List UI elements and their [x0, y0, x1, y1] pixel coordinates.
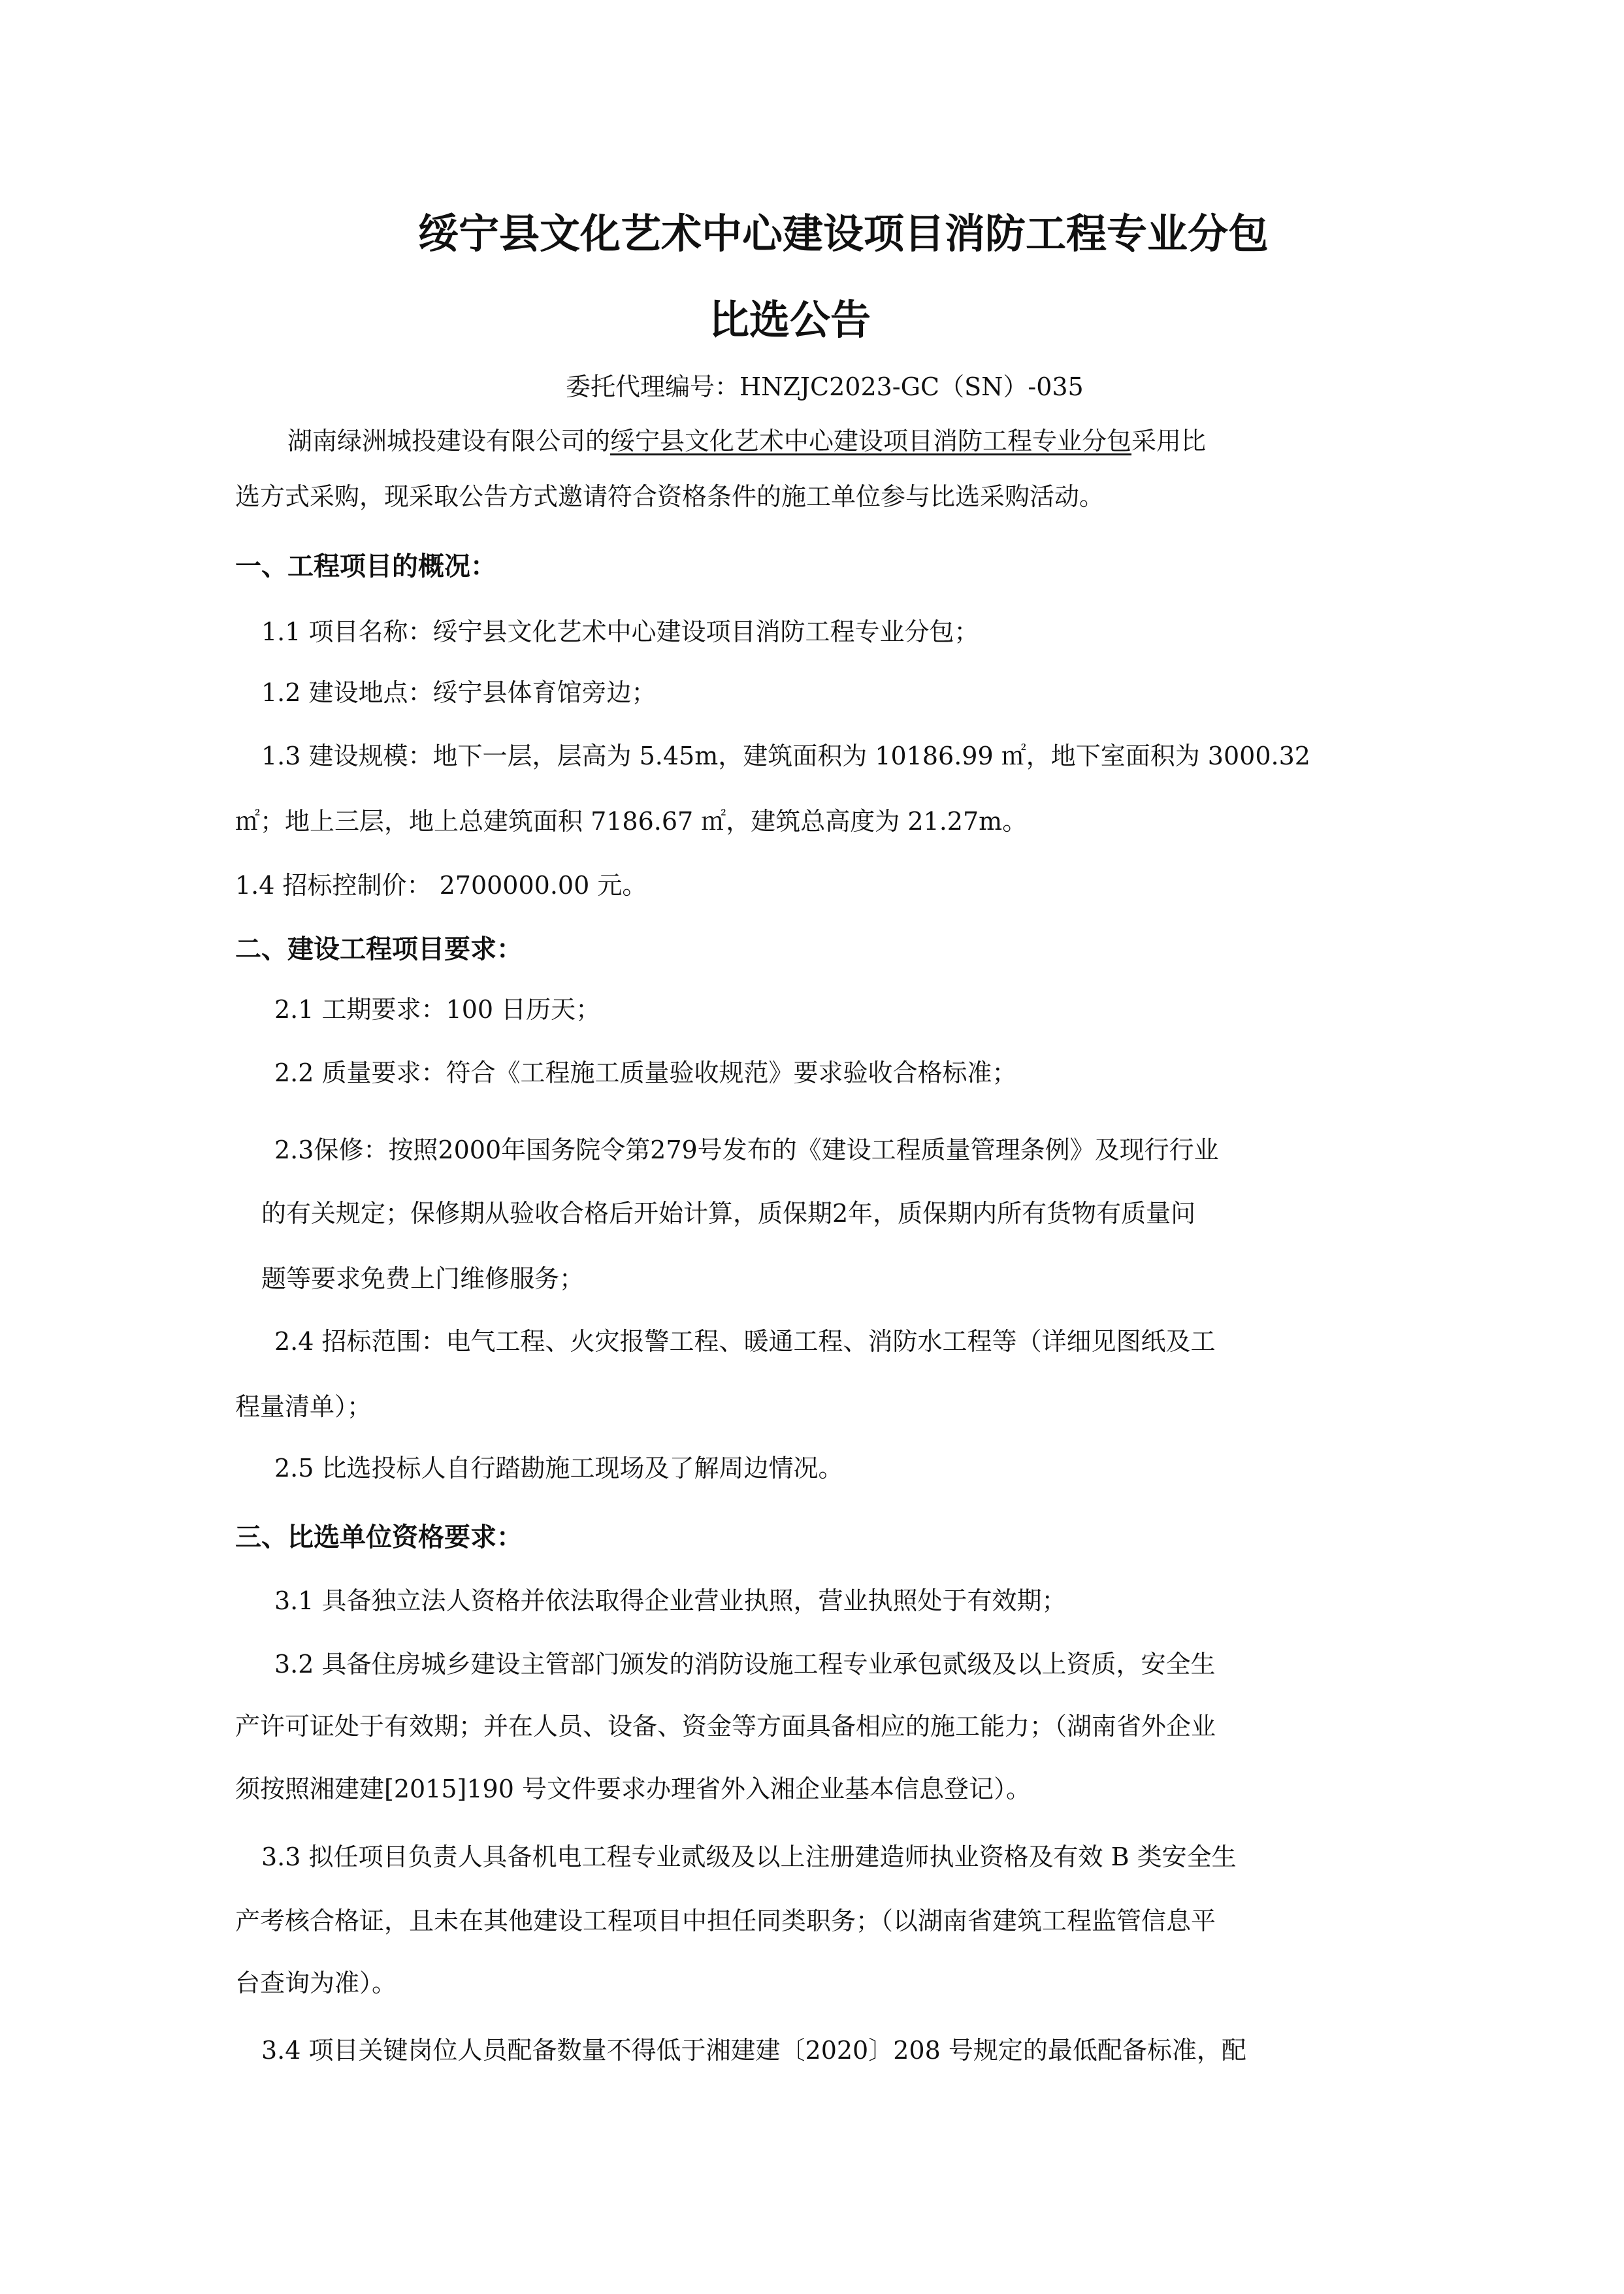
- item-2-3-line-2: 的有关规定；保修期从验收合格后开始计算，质保期2年，质保期内所有货物有质量问: [261, 1199, 1196, 1228]
- item-2-3-line-3: 题等要求免费上门维修服务；: [261, 1264, 585, 1293]
- item-2-1: 2.1 工期要求：100 日历天；: [274, 995, 601, 1024]
- item-3-3-line-2: 产考核合格证，且未在其他建设工程项目中担任同类职务；（以湖南省建筑工程监管信息平: [235, 1907, 1216, 1935]
- section-2-heading: 二、建设工程项目要求：: [235, 934, 523, 964]
- section-1-heading: 一、工程项目的概况：: [235, 551, 496, 582]
- intro-prefix: 湖南绿洲城投建设有限公司的: [287, 427, 611, 455]
- item-1-3-line-2: ㎡；地上三层，地上总建筑面积 7186.67 ㎡，建筑总高度为 21.27m。: [235, 807, 1028, 836]
- section-3-heading: 三、比选单位资格要求：: [235, 1522, 523, 1552]
- item-3-4-line-1: 3.4 项目关键岗位人员配备数量不得低于湘建建〔2020〕208 号规定的最低配备标准，配: [261, 2036, 1246, 2065]
- item-2-4-line-1: 2.4 招标范围：电气工程、火灾报警工程、暖通工程、消防水工程等（详细见图纸及工: [274, 1327, 1216, 1356]
- document-title-line-1: 绥宁县文化艺术中心建设项目消防工程专业分包: [418, 210, 1269, 257]
- item-3-1: 3.1 具备独立法人资格并依法取得企业营业执照，营业执照处于有效期；: [274, 1586, 1067, 1615]
- item-3-2-line-2: 产许可证处于有效期；并在人员、设备、资金等方面具备相应的施工能力；（湖南省外企业: [235, 1712, 1216, 1741]
- item-3-2-line-3: 须按照湘建建[2015]190 号文件要求办理省外入湘企业基本信息登记）。: [235, 1775, 1031, 1803]
- item-1-2: 1.2 建设地点：绥宁县体育馆旁边；: [261, 678, 657, 707]
- item-1-1: 1.1 项目名称：绥宁县文化艺术中心建设项目消防工程专业分包；: [261, 617, 979, 646]
- intro-line-2: 选方式采购，现采取公告方式邀请符合资格条件的施工单位参与比选采购活动。: [235, 482, 1105, 511]
- intro-suffix: 采用比: [1131, 427, 1207, 455]
- item-3-3-line-1: 3.3 拟任项目负责人具备机电工程专业贰级及以上注册建造师执业资格及有效 B 类安全生: [261, 1843, 1237, 1871]
- agency-number: 委托代理编号：HNZJC2023-GC（SN）-035: [566, 372, 1084, 401]
- item-1-3-line-1: 1.3 建设规模：地下一层，层高为 5.45m，建筑面积为 10186.99 ㎡，地下室面积为 3000.32: [261, 742, 1310, 770]
- intro-project-name: 绥宁县文化艺术中心建设项目消防工程专业分包: [610, 427, 1132, 455]
- item-2-5: 2.5 比选投标人自行踏勘施工现场及了解周边情况。: [274, 1454, 843, 1483]
- item-3-2-line-1: 3.2 具备住房城乡建设主管部门颁发的消防设施工程专业承包贰级及以上资质，安全生: [274, 1650, 1216, 1679]
- item-2-3-line-1: 2.3保修：按照2000年国务院令第279号发布的《建设工程质量管理条例》及现行行业: [274, 1136, 1219, 1164]
- item-1-4: 1.4 招标控制价： 2700000.00 元。: [235, 871, 647, 900]
- intro-line-1: [287, 425, 1206, 457]
- item-3-3-line-3: 台查询为准）。: [235, 1969, 397, 1997]
- item-2-2: 2.2 质量要求：符合《工程施工质量验收规范》要求验收合格标准；: [274, 1058, 1017, 1087]
- document-title-line-2: 比选公告: [709, 296, 871, 344]
- item-2-4-line-2: 程量清单）；: [235, 1392, 372, 1421]
